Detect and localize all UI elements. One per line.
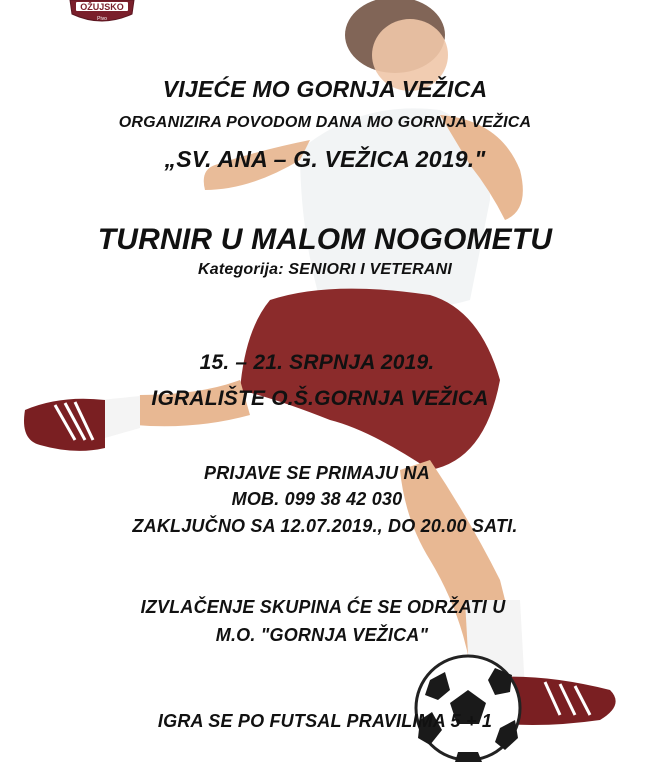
tournament-title: TURNIR U MALOM NOGOMETU — [97, 223, 553, 256]
ozujsko-logo — [68, 0, 136, 24]
category-line: Kategorija: SENIORI I VETERANI — [197, 261, 453, 278]
deadline-line: ZAKLJUČNO SA 12.07.2019., DO 20.00 SATI. — [132, 516, 518, 536]
ball-patch — [455, 752, 482, 762]
organizer-heading: VIJEĆE MO GORNJA VEŽICA — [162, 76, 488, 102]
event-name: „SV. ANA – G. VEŽICA 2019." — [164, 146, 486, 172]
venue-line: IGRALIŠTE O.Š.GORNJA VEŽICA — [151, 387, 489, 410]
organizes-line: ORGANIZIRA POVODOM DANA MO GORNJA VEŽICA — [118, 114, 532, 131]
player-shorts — [240, 289, 500, 470]
draw-line: IZVLAČENJE SKUPINA ĆE SE ODRŽATI U — [140, 597, 506, 617]
phone-line: MOB. 099 38 42 030 — [231, 489, 403, 509]
registration-line: PRIJAVE SE PRIMAJU NA — [204, 463, 430, 483]
logo-brand-text: OŽUJSKO — [80, 2, 124, 12]
rules-line: IGRA SE PO FUTSAL PRAVILIMA 5 + 1 — [157, 711, 493, 731]
dates-line: 15. – 21. SRPNJA 2019. — [199, 351, 435, 374]
logo-sub-text: Pivo — [97, 16, 107, 22]
draw-place-line: M.O. "GORNJA VEŽICA" — [215, 625, 429, 645]
